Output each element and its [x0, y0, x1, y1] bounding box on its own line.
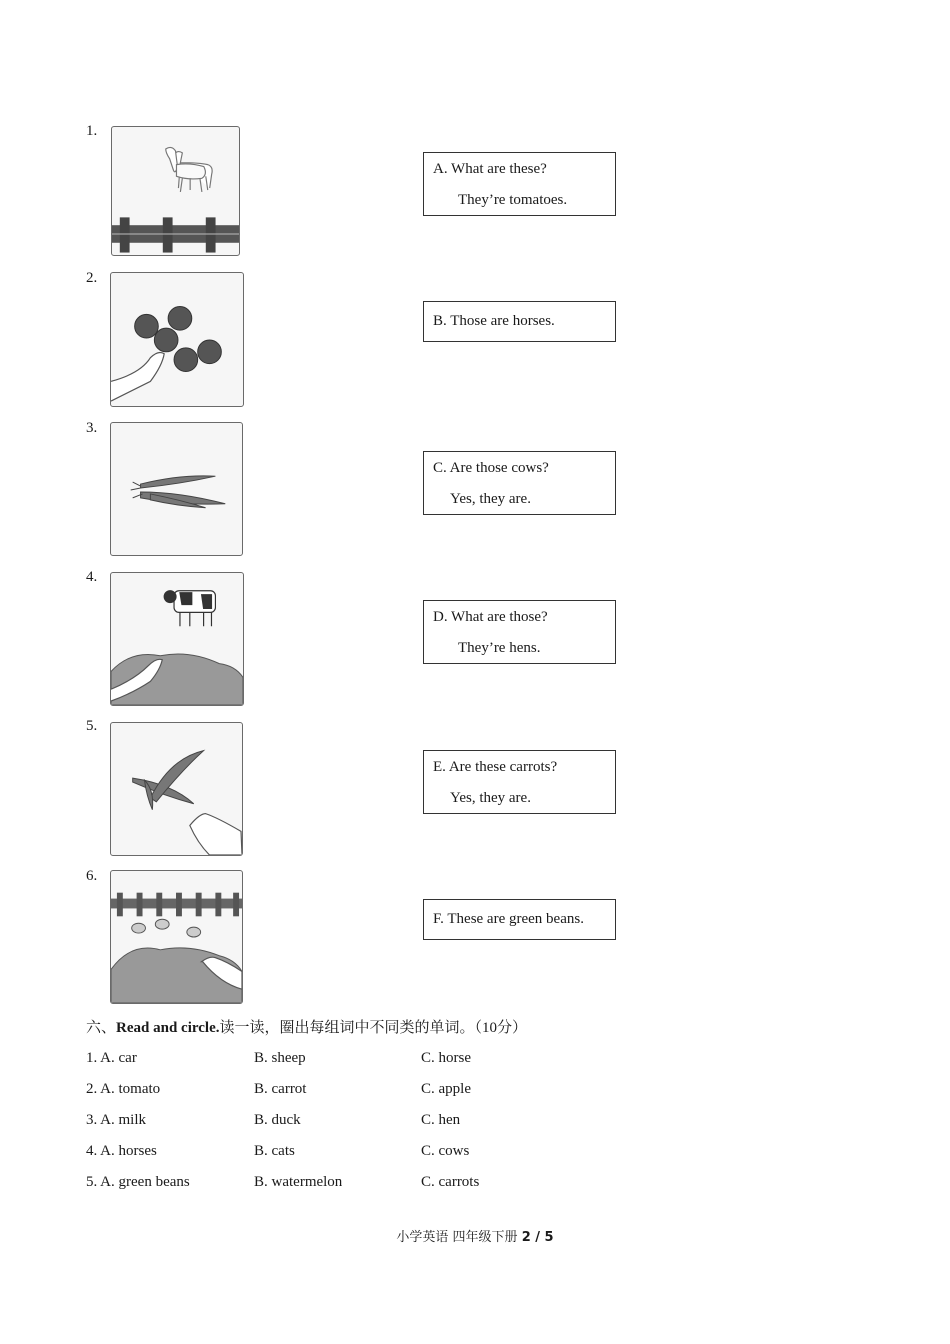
word-group-row-1 [86, 1050, 686, 1072]
word-option-1a[interactable]: 1. A. car [86, 1050, 137, 1066]
option-d-box [423, 600, 616, 664]
section-6-prefix: 六、 [86, 1020, 117, 1036]
footer-text: 小学英语 四年级下册 [396, 1230, 522, 1245]
question-number-1: 1. [86, 123, 98, 139]
option-f-box [423, 899, 616, 940]
word-option-5c[interactable]: C. carrots [421, 1174, 480, 1190]
carrots-picture [110, 422, 243, 556]
word-option-4c[interactable]: C. cows [421, 1143, 470, 1159]
word-option-3a[interactable]: 3. A. milk [86, 1112, 147, 1128]
carrots-illustration [111, 423, 242, 555]
word-option-2c[interactable]: C. apple [421, 1081, 471, 1097]
word-option-4b[interactable]: B. cats [254, 1143, 295, 1159]
page-footer [0, 1226, 950, 1245]
option-c-line2: Yes, they are. [450, 491, 531, 507]
word-option-1c[interactable]: C. horse [421, 1050, 471, 1066]
word-option-2b[interactable]: B. carrot [254, 1081, 307, 1097]
word-option-2a[interactable]: 2. A. tomato [86, 1081, 161, 1097]
option-d-line1: D. What are those? [433, 609, 548, 625]
option-f-line1: F. These are green beans. [433, 911, 584, 927]
hens-illustration [111, 871, 242, 1003]
question-number-5: 5. [86, 718, 98, 734]
word-option-5b[interactable]: B. watermelon [254, 1174, 343, 1190]
option-b-line1: B. Those are horses. [433, 313, 555, 329]
option-e-line2: Yes, they are. [450, 790, 531, 806]
word-option-3b[interactable]: B. duck [254, 1112, 301, 1128]
horse-picture [111, 126, 240, 256]
option-d-line2: They’re hens. [458, 640, 541, 656]
option-e-line1: E. Are these carrots? [433, 759, 558, 775]
option-c-line1: C. Are those cows? [433, 460, 549, 476]
option-a-line1: A. What are these? [433, 161, 547, 177]
word-group-row-2 [86, 1081, 686, 1103]
word-group-row-4 [86, 1143, 686, 1165]
cow-illustration [111, 573, 243, 705]
option-c-box [423, 451, 616, 515]
word-option-1b[interactable]: B. sheep [254, 1050, 306, 1066]
green-beans-illustration [111, 723, 242, 855]
section-6-title [86, 1016, 527, 1037]
question-number-2: 2. [86, 270, 98, 286]
section-6-title-rest: 读一读，圈出每组词中不同类的单词。（10分） [219, 1020, 527, 1036]
word-option-3c[interactable]: C. hen [421, 1112, 461, 1128]
word-option-4a[interactable]: 4. A. horses [86, 1143, 157, 1159]
word-group-row-5 [86, 1174, 686, 1196]
page-number: 2 / 5 [521, 1230, 554, 1245]
tomatoes-illustration [111, 273, 243, 406]
option-a-line2: They’re tomatoes. [458, 192, 568, 208]
option-a-box [423, 152, 616, 216]
section-6-title-bold: Read and circle. [116, 1020, 220, 1036]
question-number-3: 3. [86, 420, 98, 436]
option-b-box [423, 301, 616, 342]
hens-picture [110, 870, 243, 1004]
cow-picture [110, 572, 244, 706]
horse-illustration [112, 127, 239, 255]
green-beans-picture [110, 722, 243, 856]
option-e-box [423, 750, 616, 814]
word-group-row-3 [86, 1112, 686, 1134]
word-option-5a[interactable]: 5. A. green beans [86, 1174, 190, 1190]
question-number-6: 6. [86, 868, 98, 884]
tomatoes-picture [110, 272, 244, 407]
question-number-4: 4. [86, 569, 98, 585]
